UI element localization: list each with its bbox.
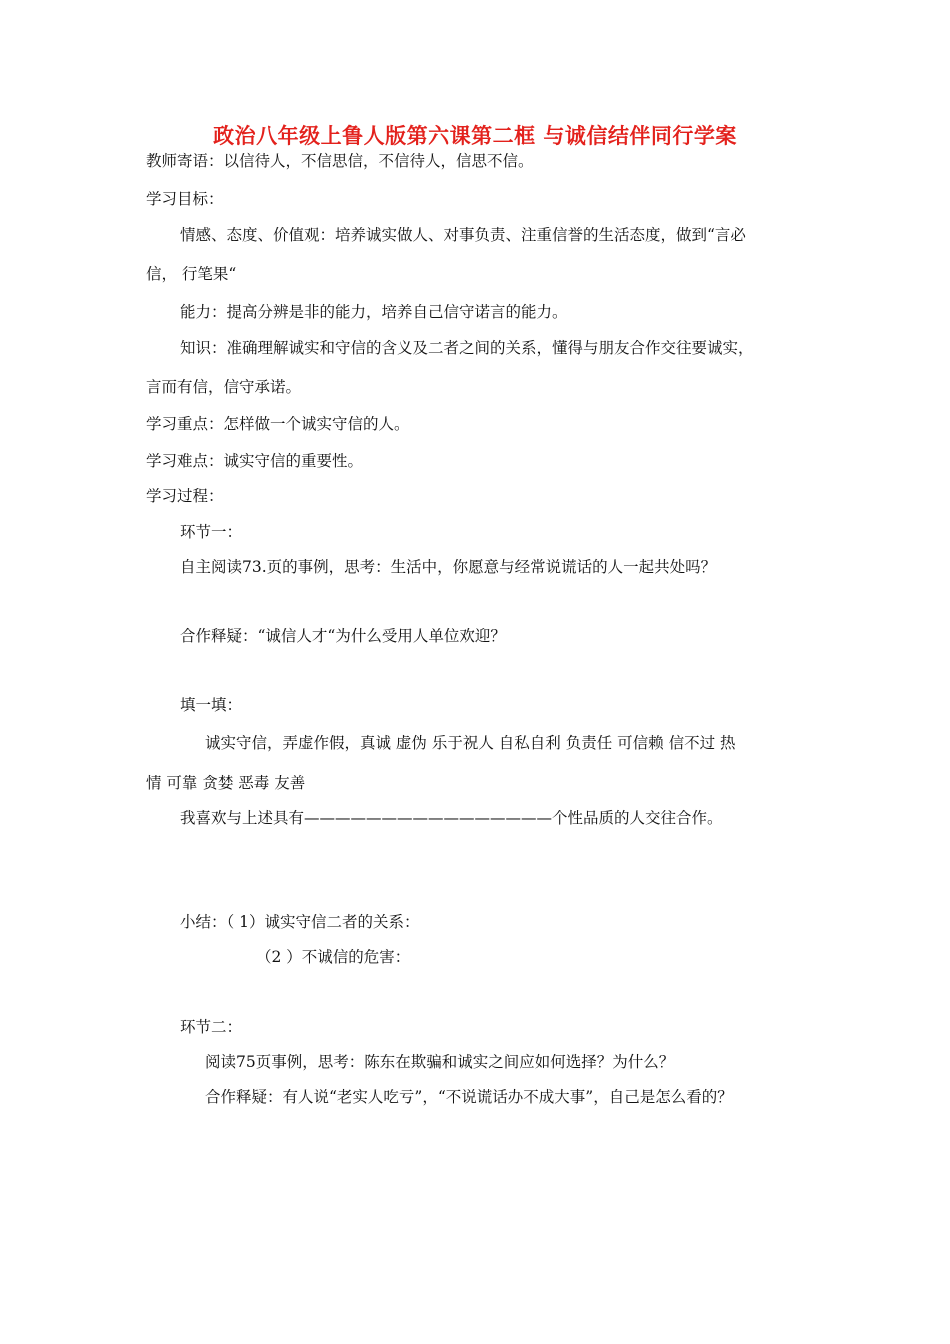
goal-emotion-line-1: 情感、态度、价值观：培养诚实做人、对事负责、注重信誉的生活态度，做到“言必 [180,226,746,244]
summary-line-1: 小结：（ 1）诚实守信二者的关系： [180,913,420,931]
fill-sentence: 我喜欢与上述具有————————————————个性品质的人交往合作。 [180,809,723,827]
section2-read: 阅读75页事例，思考：陈东在欺骗和诚实之间应如何选择？为什么？ [205,1053,675,1071]
goal-ability: 能力：提高分辨是非的能力，培养自己信守诺言的能力。 [180,303,568,321]
goals-heading: 学习目标： [146,190,224,208]
goal-emotion-line-2: 信， 行笔果“ [146,265,237,283]
key-point: 学习重点：怎样做一个诚实守信的人。 [146,415,410,433]
summary-line-2: （2 ）不诚信的危害： [256,948,411,966]
fill-heading: 填一填： [180,696,243,714]
section1-read: 自主阅读73.页的事例，思考：生活中，你愿意与经常说谎话的人一起共处吗？ [180,558,717,576]
section1-cooperation: 合作释疑：“诚信人才“为什么受用人单位欢迎？ [180,627,506,645]
document-title: 政治八年级上鲁人版第六课第二框 与诚信结伴同行学案 [213,124,737,148]
goal-knowledge-line-1: 知识：准确理解诚实和守信的含义及二者之间的关系，懂得与朋友合作交往要诚实， [180,339,754,357]
goal-knowledge-line-2: 言而有信，信守承诺。 [146,378,302,396]
difficulty: 学习难点：诚实守信的重要性。 [146,452,364,470]
section2-cooperation: 合作释疑：有人说“老实人吃亏”，“不说谎话办不成大事”，自己是怎么看的？ [205,1088,733,1106]
teacher-message: 教师寄语：以信待人，不信思信，不信待人，信思不信。 [146,152,534,170]
fill-words-line-1: 诚实守信，弄虚作假，真诚 虚伪 乐于祝人 自私自利 负责任 可信赖 信不过 热 [205,734,736,752]
section1-heading: 环节一： [180,523,243,541]
process-heading: 学习过程： [146,487,224,505]
section2-heading: 环节二： [180,1018,243,1036]
fill-words-line-2: 情 可靠 贪婪 恶毒 友善 [146,774,306,792]
